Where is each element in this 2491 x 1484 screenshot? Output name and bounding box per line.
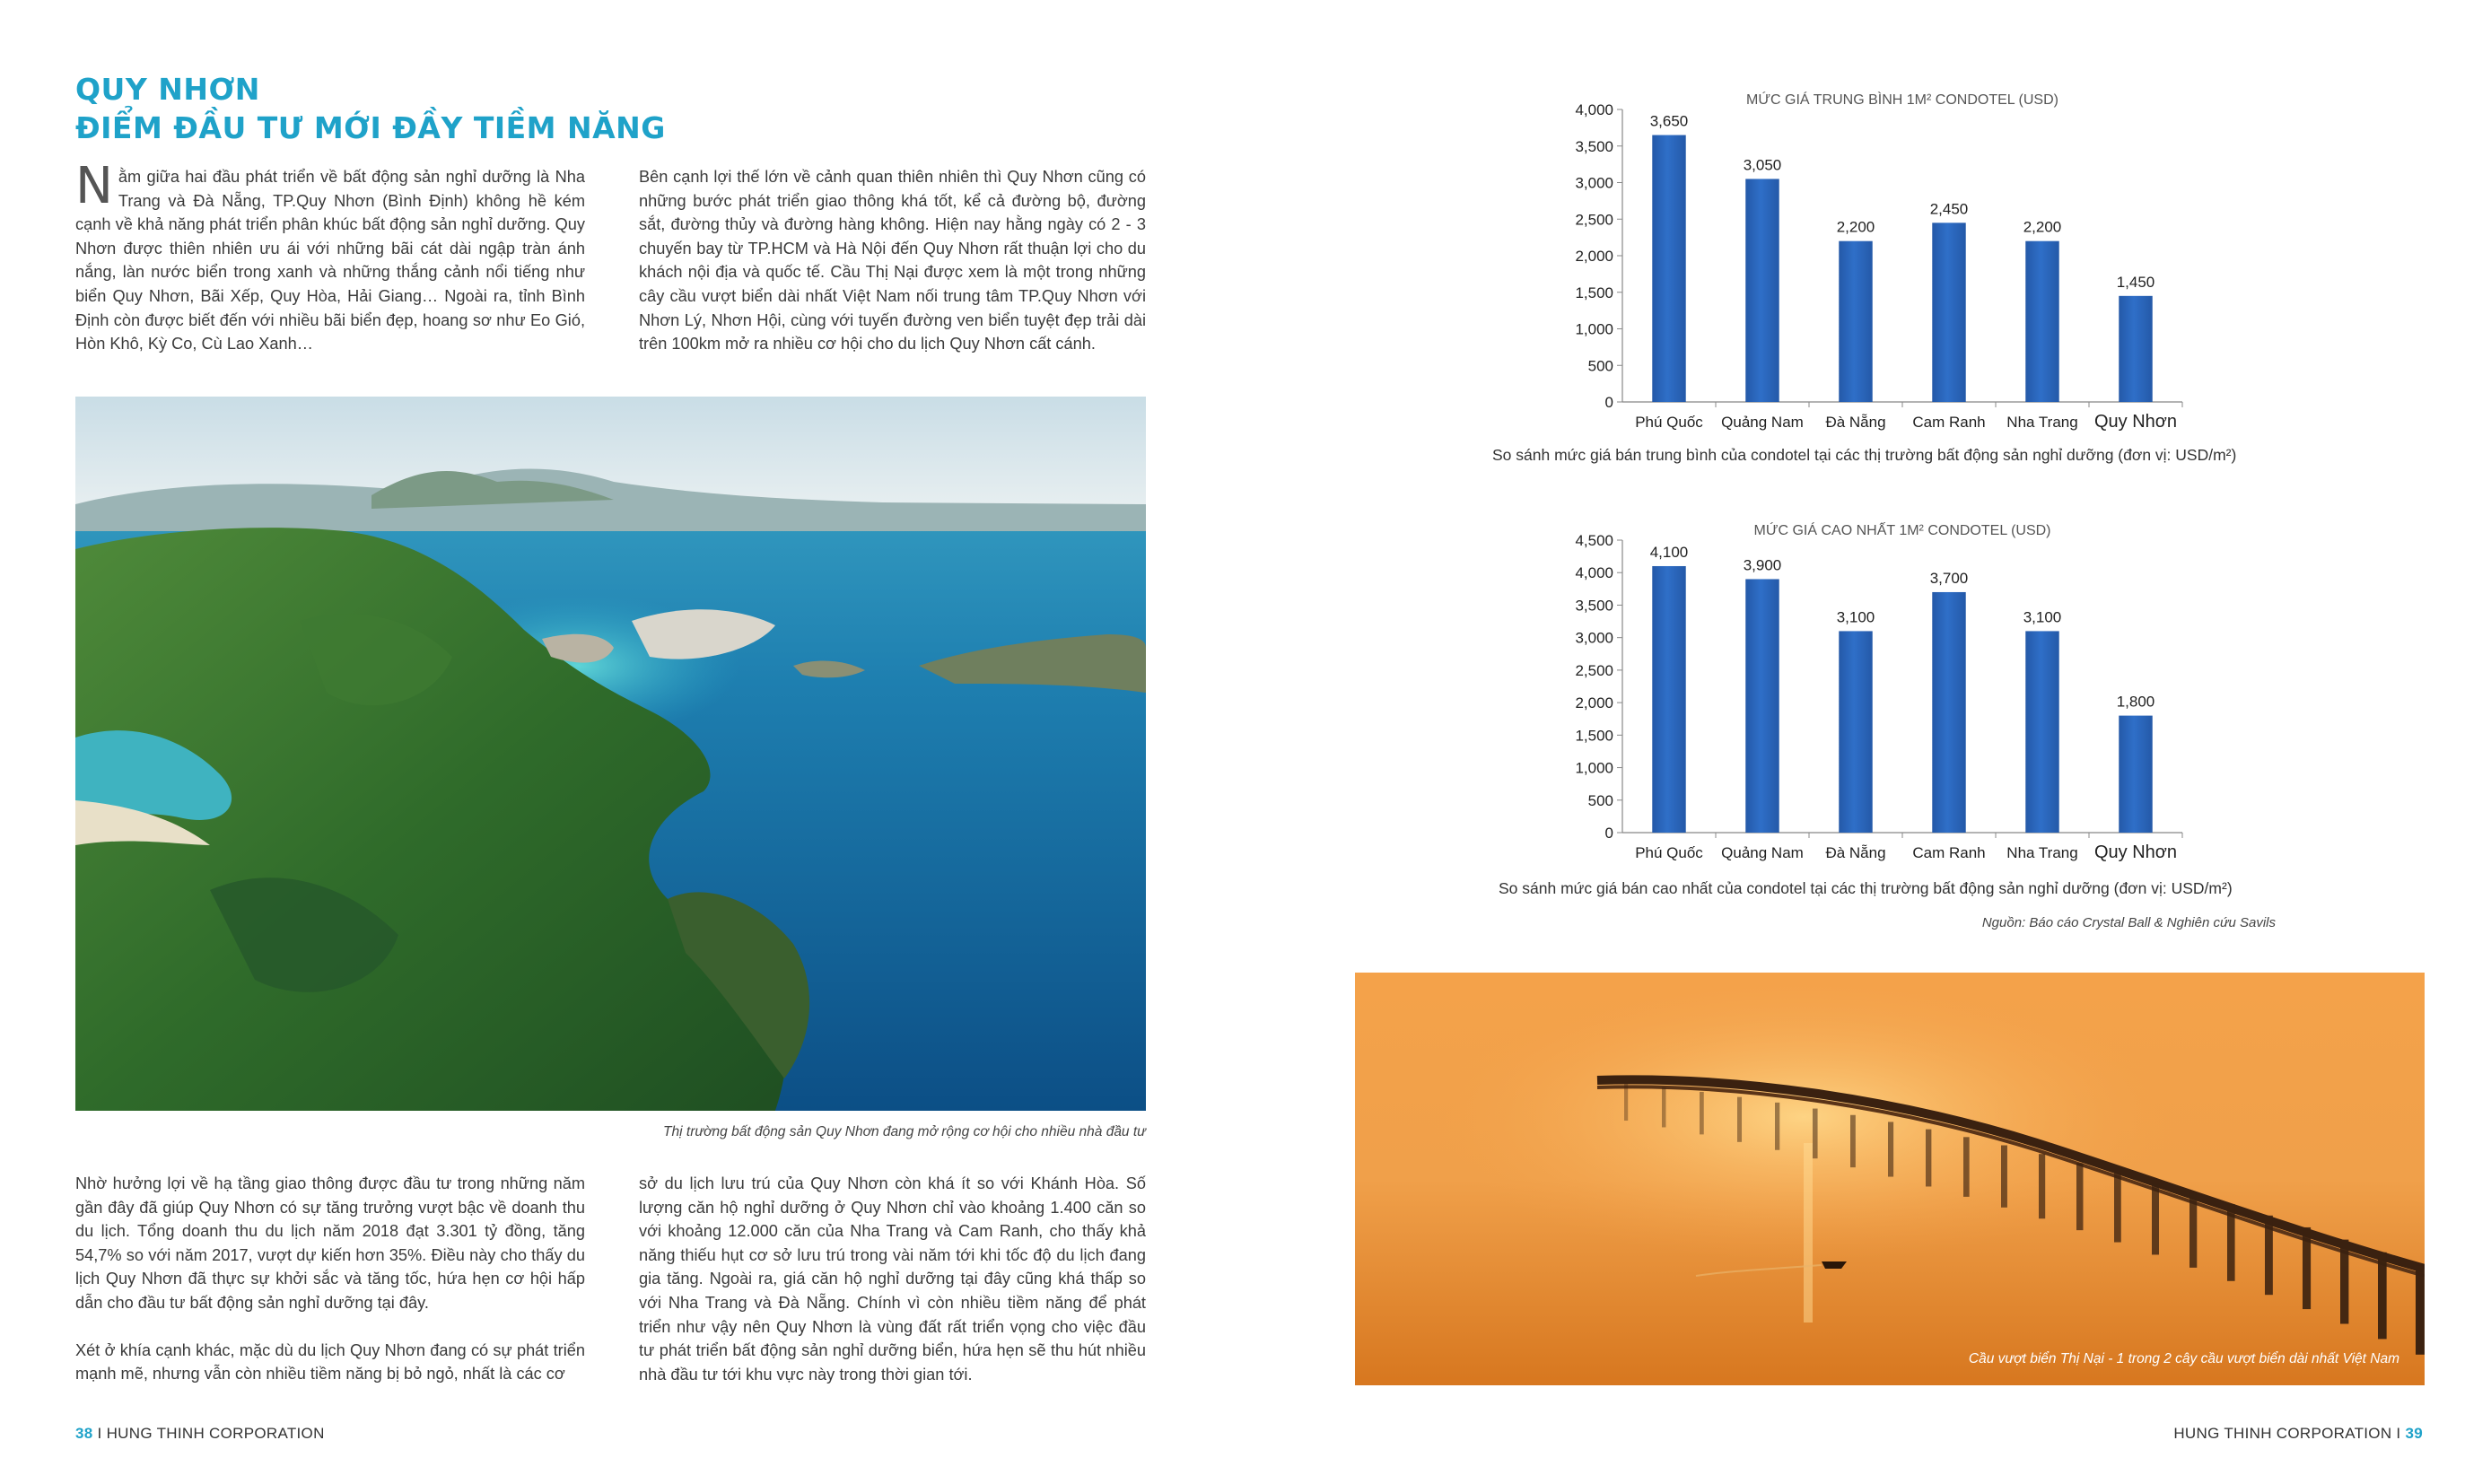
footer-separator: I [97,1425,102,1442]
bridge-pillar [2189,1193,2197,1268]
bar [1745,179,1779,402]
chart-title: MỨC GIÁ CAO NHẤT 1M² CONDOTEL (USD) [1753,523,2051,538]
x-tick-label: Nha Trang [2006,844,2078,861]
x-tick-label: Quảng Nam [1721,844,1804,861]
x-tick-label: Cam Ranh [1912,414,1986,431]
bridge-photo-illustration [1355,973,2425,1385]
bridge-pillar [2416,1265,2425,1354]
y-tick-label: 4,000 [1575,101,1613,118]
y-tick-label: 4,500 [1575,532,1613,549]
y-tick-label: 3,500 [1575,137,1613,155]
bridge-photo [1355,973,2425,1385]
y-tick-label: 1,500 [1575,727,1613,745]
y-tick-label: 3,000 [1575,629,1613,647]
footer-company: HUNG THINH CORPORATION [2173,1425,2392,1442]
y-tick-label: 2,500 [1575,661,1613,679]
bar [1652,135,1685,402]
x-tick-label: Quảng Nam [1721,414,1804,431]
bridge-pillar [1888,1122,1893,1176]
bottom-column-1 [75,1172,585,1410]
accommodation-paragraph: sở du lịch lưu trú của Quy Nhơn còn khá ít so với Khánh Hòa. Số lượng căn hộ nghỉ dưỡng ở Quy Nhơn chỉ vào khoảng 1.400 căn so với khoảng 12.000 căn của Nha Trang và Cam Ranh, cho thấy khả năng thiếu hụt cơ sở lưu trú trong vài năm tới khi tốc độ du lịch đang gia tăng. Ngoài ra, giá căn hộ nghỉ dưỡng tại đây cũng khá thấp so với Nha Trang và Đà Nẵng. Chính vì còn nhiều tiềm năng để phát triển như vậy nên Quy Nhơn là vùng đất rất triển vọng cho việc đầu tư phát triển bất động sản nghỉ dưỡng biển, hứa hẹn sẽ thu hút nhiều nhà đầu tư tới khu vực này trong thời gian tới. [639,1174,1146,1384]
y-tick-label: 4,000 [1575,564,1613,582]
article-title [75,70,666,147]
max-price-chart [1525,511,2207,870]
bar-value-label: 3,650 [1649,112,1689,130]
aerial-photo [75,397,1146,1111]
bridge-pillar [1850,1115,1856,1167]
bar-value-label: 3,700 [1929,569,1969,587]
bar-value-label: 2,200 [1836,218,1875,236]
y-tick-label: 0 [1604,825,1613,842]
bar [1839,241,1872,402]
y-tick-label: 1,000 [1575,320,1613,338]
bridge-pillar [2340,1240,2348,1324]
bridge-pillar [2114,1173,2121,1242]
bar-value-label: 3,100 [1836,608,1875,626]
bridge-pillar [1700,1092,1704,1134]
bridge-pillar [2378,1253,2387,1340]
x-tick-label: Quy Nhơn [2093,412,2178,432]
intro-paragraph: ằm giữa hai đầu phát triển về bất động sản nghỉ dưỡng là Nha Trang và Đà Nẵng, TP.Quy Nhơn (Bình Định) không hề kém cạnh về khả năng phát triển phân khúc bất động sản nghỉ dưỡng. Quy Nhơn được thiên nhiên ưu ái với những bãi cát dài ngập tràn ánh nắng, làn nước biển trong xanh và những thắng cảnh nổi tiếng như biển Quy Nhơn, Bãi Xếp, Quy Hòa, Hải Giang… Ngoài ra, tỉnh Bình Định còn được biết đến với nhiều bãi biển đẹp, hoang sơ như Eo Gió, Hòn Khô, Kỳ Co, Cù Lao Xanh… [75,168,585,354]
y-tick-label: 2,000 [1575,248,1613,265]
x-tick-label: Cam Ranh [1912,844,1986,861]
y-tick-label: 1,000 [1575,759,1613,777]
left-footer [75,1425,325,1443]
y-tick-label: 2,000 [1575,694,1613,712]
bridge-photo-caption: Cầu vượt biển Thị Nại - 1 trong 2 cây cầu vượt biển dài nhất Việt Nam [1968,1351,2399,1366]
y-tick-label: 500 [1587,357,1613,375]
intro-column [75,157,585,380]
bridge-pillar [2076,1163,2083,1230]
bridge-pillar [2303,1227,2311,1309]
footer-separator: I [2396,1425,2401,1442]
bar [1932,223,1965,402]
aerial-photo-caption: Thị trường bất động sản Quy Nhơn đang mở rộng cơ hội cho nhiều nhà đầu tư [663,1124,1146,1139]
bar-value-label: 3,050 [1743,156,1782,174]
y-tick-label: 3,000 [1575,174,1613,192]
bridge-pillar [2227,1204,2235,1281]
bar [2119,296,2152,402]
x-tick-label: Quy Nhơn [2093,842,2178,862]
data-source-note: Nguồn: Báo cáo Crystal Ball & Nghiên cứu Savils [1981,915,2276,930]
bridge-pillar [1926,1130,1931,1187]
bar [1745,579,1779,833]
y-tick-label: 1,500 [1575,284,1613,301]
bar [1932,592,1965,833]
max-price-chart-caption: So sánh mức giá bán cao nhất của condotel tại các thị trường bất động sản nghỉ dưỡng (đơn vị: USD/m²) [1499,879,2233,897]
aerial-photo-illustration [75,397,1146,1111]
footer-company: HUNG THINH CORPORATION [106,1425,325,1442]
x-tick-label: Nha Trang [2006,414,2078,431]
bridge-pillar [1813,1109,1818,1159]
page-number-right: 39 [2405,1425,2423,1442]
bridge-pillar [1963,1137,1970,1197]
x-tick-label: Đà Nẵng [1825,414,1886,431]
bridge-pillar [2152,1183,2159,1254]
second-column [639,165,1146,380]
y-tick-label: 2,500 [1575,211,1613,229]
y-tick-label: 500 [1587,791,1613,809]
x-tick-label: Đà Nẵng [1825,844,1886,861]
bridge-pillar [2265,1216,2273,1295]
bridge-pillar [1662,1087,1665,1128]
bridge-pillar [1775,1103,1779,1150]
bar-value-label: 2,450 [1929,200,1969,218]
bar-value-label: 1,450 [2116,273,2155,291]
right-footer [2173,1425,2423,1443]
bottom-column-2 [639,1172,1146,1410]
bar [1652,566,1685,833]
bar-value-label: 1,800 [2116,693,2155,711]
bar [2025,631,2058,833]
bar-value-label: 4,100 [1649,543,1689,561]
chart-title: MỨC GIÁ TRUNG BÌNH 1M² CONDOTEL (USD) [1746,92,2058,108]
bar [1839,631,1872,833]
title-line-2: ĐIỂM ĐẦU TƯ MỚI ĐẦY TIỀM NĂNG [75,110,666,145]
y-tick-label: 3,500 [1575,597,1613,615]
bar-value-label: 3,100 [2023,608,2062,626]
bridge-pillar [1737,1097,1742,1142]
bridge-pillar [2039,1154,2045,1218]
bridge-pillar [2001,1146,2007,1208]
y-tick-label: 0 [1604,394,1613,411]
bar [2025,241,2058,402]
title-line-1: QUY NHƠN [75,72,260,107]
drop-cap: N [75,157,113,215]
average-price-chart [1525,81,2207,440]
page-number-left: 38 [75,1425,93,1442]
average-price-chart-caption: So sánh mức giá bán trung bình của condotel tại các thị trường bất động sản nghỉ dưỡng (đơn vị: USD/m²) [1492,446,2237,464]
tourism-growth-paragraph: Nhờ hưởng lợi về hạ tầng giao thông được đầu tư trong những năm gần đây đã giúp Quy Nhơn có sự tăng trưởng vượt bậc về doanh thu du lịch. Tổng doanh thu du lịch năm 2018 đạt 3.301 tỷ đồng, tăng 54,7% so với năm 2017, vượt dự kiến hơn 35%. Điều này cho thấy du lịch Quy Nhơn đã thực sự khởi sắc và tăng tốc, hứa hẹn cơ hội hấp dẫn cho đầu tư bất động sản nghỉ dưỡng tại đây. [75,1174,585,1312]
bridge-pillar [1624,1083,1628,1121]
transport-paragraph: Bên cạnh lợi thế lớn về cảnh quan thiên nhiên thì Quy Nhơn cũng có những bước phát triển giao thông khá tốt, kể cả đường bộ, đường sắt, đường thủy và đường hàng không. Hiện nay hằng ngày có 2 - 3 chuyến bay từ TP.HCM và Hà Nội đến Quy Nhơn rất thuận lợi cho du khách nội địa và quốc tế. Cầu Thị Nại được xem là một trong những cây cầu vượt biển dài nhất Việt Nam nối trung tâm TP.Quy Nhơn với Nhơn Lý, Nhơn Hội, cùng với tuyến đường ven biển tuyệt đẹp trải dài trên 100km mở ra nhiều cơ hội cho du lịch Quy Nhơn cất cánh. [639,168,1146,354]
potential-paragraph: Xét ở khía cạnh khác, mặc dù du lịch Quy Nhơn đang có sự phát triển mạnh mẽ, nhưng vẫn còn nhiều tiềm năng bị bỏ ngỏ, nhất là các cơ [75,1340,585,1384]
bar-value-label: 2,200 [2023,218,2062,236]
x-tick-label: Phú Quốc [1635,844,1703,861]
bar [2119,716,2152,833]
bar-value-label: 3,900 [1743,556,1782,574]
x-tick-label: Phú Quốc [1635,414,1703,431]
